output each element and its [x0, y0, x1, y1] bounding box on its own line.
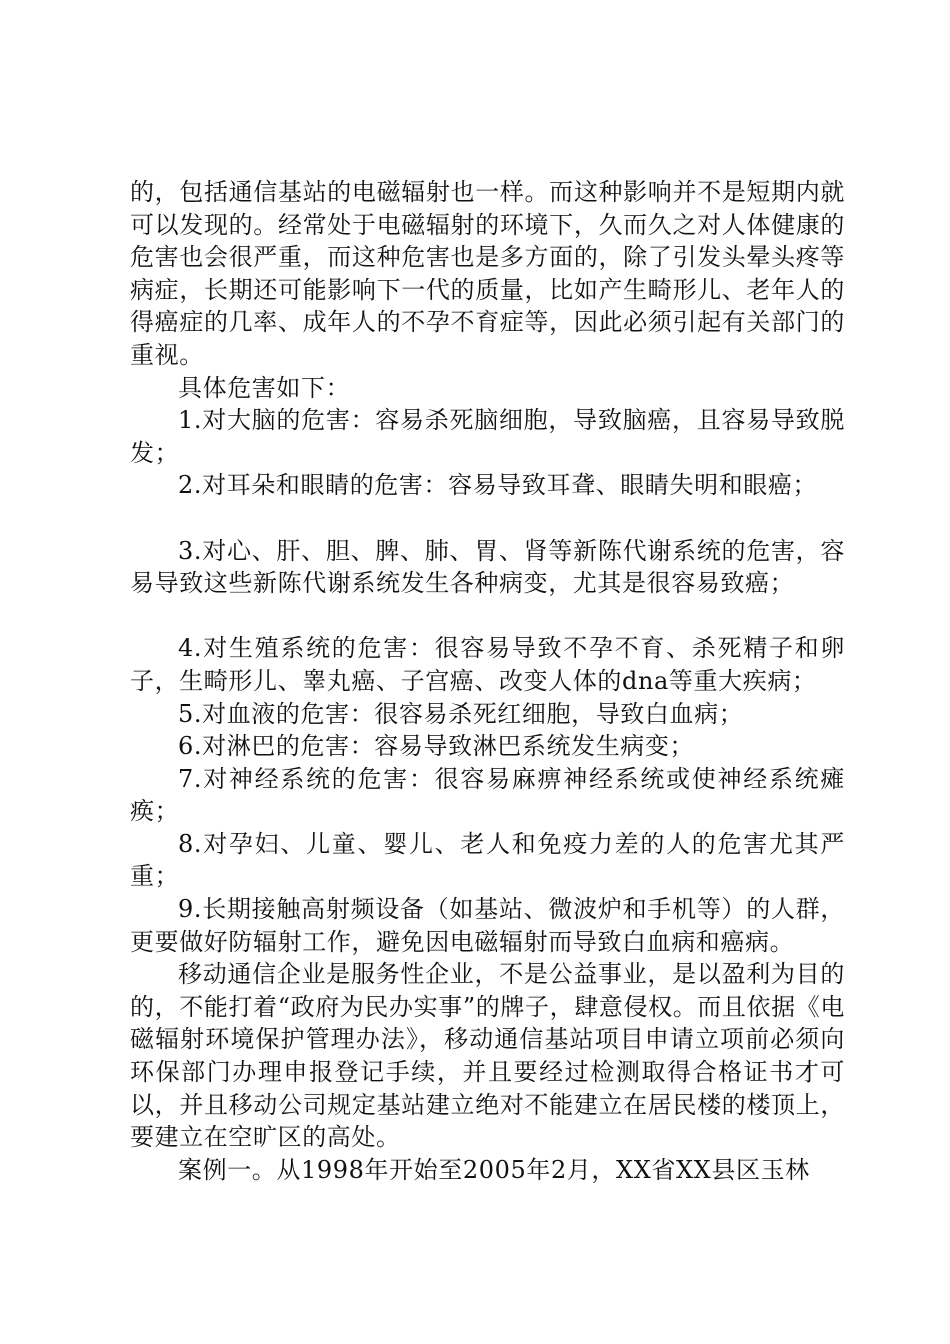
list-item-metabolic-system: 3.对心、肝、胆、脾、肺、胃、肾等新陈代谢系统的危害，容易导致这些新陈代谢系统发生各种病变，尤其是很容易致癌； — [130, 536, 845, 598]
paragraph-gap — [130, 502, 845, 535]
paragraph-hazards-heading: 具体危害如下： — [178, 373, 351, 402]
list-item-blood: 5.对血液的危害：很容易杀死红细胞，导致白血病； — [178, 699, 744, 728]
paragraph-gap — [130, 600, 845, 633]
list-item-brain: 1.对大脑的危害：容易杀死脑细胞，导致脑癌，且容易导致脱发； — [130, 406, 845, 467]
paragraph-case-one: 案例一。从1998年开始至2005年2月，XX省XX县区玉林 — [178, 1155, 810, 1184]
list-item-reproductive-system: 4.对生殖系统的危害：很容易导致不孕不育、杀死精子和卵子，生畸形儿、睾丸癌、子宫癌、改变人体的dna等重大疾病； — [130, 634, 845, 695]
list-item-vulnerable-groups: 8.对孕妇、儿童、婴儿、老人和免疫力差的人的危害尤其严重； — [130, 829, 845, 891]
paragraph-mobile-operators: 移动通信企业是服务性企业，不是公益事业，是以盈利为目的的，不能打着“政府为民办实事”的牌子，肆意侵权。而且依据《电磁辐射环境保护管理办法》，移动通信基站项目申请立项前必须向环保部门办理申报登记手续，并且要经过检测取得合格证书才可以，并且移动公司规定基站建立绝对不能建立在居民楼的楼顶上，要建立在空旷区的高处。 — [130, 960, 845, 1152]
list-item-high-frequency-exposure: 9.长期接触高射频设备（如基站、微波炉和手机等）的人群，更要做好防辐射工作，避免因电磁辐射而导致白血病和癌病。 — [130, 895, 845, 956]
list-item-nervous-system: 7.对神经系统的危害：很容易麻痹神经系统或使神经系统瘫痪； — [130, 764, 845, 826]
list-item-lymph: 6.对淋巴的危害：容易导致淋巴系统发生病变； — [178, 732, 695, 761]
list-item-ears-eyes: 2.对耳朵和眼睛的危害：容易导致耳聋、眼睛失明和眼癌； — [178, 471, 818, 500]
document-page — [130, 176, 845, 1186]
paragraph-intro: 的，包括通信基站的电磁辐射也一样。而这种影响并不是短期内就可以发现的。经常处于电磁辐射的环境下，久而久之对人体健康的危害也会很严重，而这种危害也是多方面的，除了引发头晕头疼等病症，长期还可能影响下一代的质量，比如产生畸形儿、老年人的得癌症的几率、成年人的不孕不育症等，因此必须引起有关部门的重视。 — [130, 178, 845, 369]
